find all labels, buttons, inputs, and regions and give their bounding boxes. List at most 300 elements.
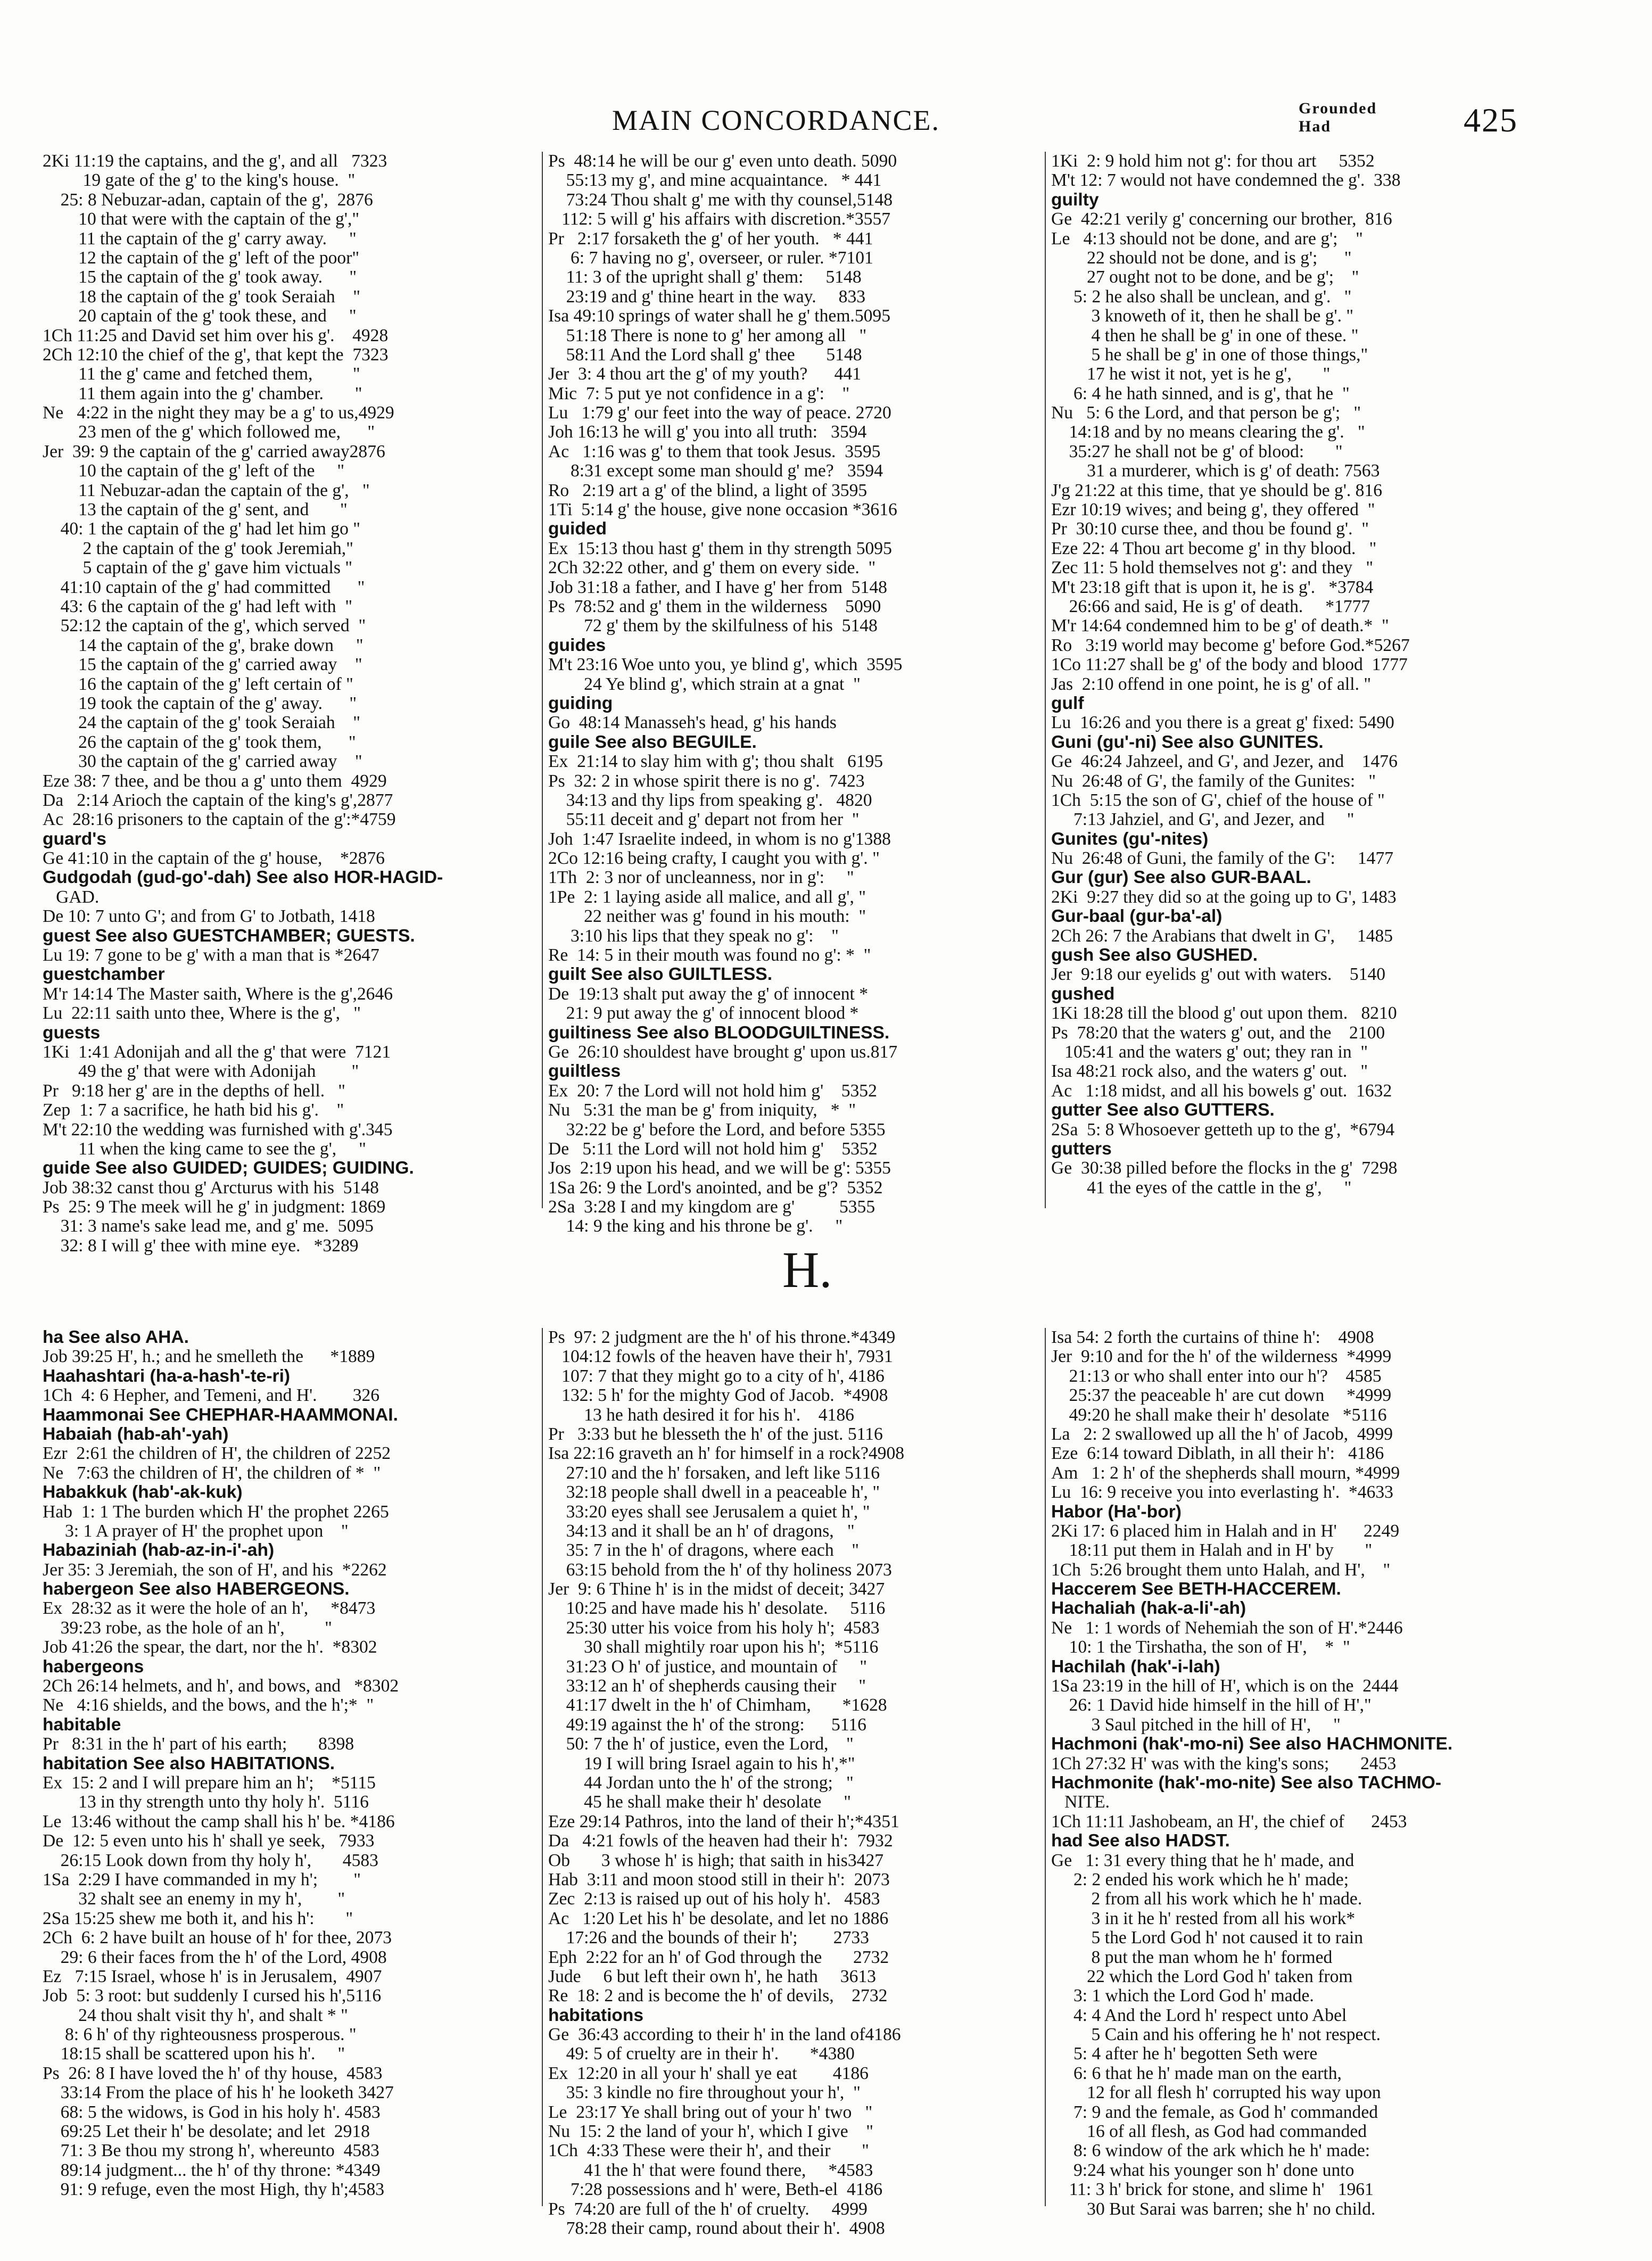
entry-headword: habergeon See also HABERGEONS.: [43, 1580, 350, 1599]
reference-line: 45 he shall make their h' desolate ": [548, 1793, 851, 1812]
entry-headword: Habor (Ha'-bor): [1051, 1502, 1182, 1522]
entry-headword: gulf: [1051, 694, 1084, 713]
reference-line: Ge 41:10 in the captain of the g' house, *2876: [43, 849, 385, 869]
entry-headword: Gudgodah (gud-go'-dah) See also HOR-HAGID-: [43, 868, 443, 888]
reference-line: Job 38:32 canst thou g' Arcturus with his 5148: [43, 1178, 379, 1198]
reference-line: 104:12 fowls of the heaven have their h', 7931: [548, 1347, 893, 1367]
reference-line: 35: 7 in the h' of dragons, where each ": [548, 1541, 859, 1561]
reference-line: 19 gate of the g' to the king's house. ": [43, 171, 356, 191]
reference-line: 71: 3 Be thou my strong h', whereunto 4583: [43, 2141, 379, 2161]
reference-line: Ge 26:10 shouldest have brought g' upon us.817: [548, 1042, 898, 1062]
reference-line: Isa 22:16 graveth an h' for himself in a rock?4908: [548, 1444, 905, 1464]
reference-line: 63:15 behold from the h' of thy holiness 2073: [548, 1560, 892, 1580]
reference-line: Ob 3 whose h' is high; that saith in his3427: [548, 1851, 884, 1870]
reference-line: Ne 4:22 in the night they may be a g' to us,4929: [43, 403, 394, 423]
reference-line: M't 23:18 gift that is upon it, he is g'. *3784: [1051, 577, 1374, 597]
reference-line: 1Sa 26: 9 the Lord's anointed, and be g'? 5352: [548, 1178, 883, 1198]
reference-line: 15 the captain of the g' took away. ": [43, 268, 357, 287]
reference-line: 11 them again into the g' chamber. ": [43, 384, 362, 403]
reference-line: 8: 6 window of the ark which he h' made:: [1051, 2141, 1370, 2161]
reference-line: 20 captain of the g' took these, and ": [43, 307, 357, 326]
reference-line: 2Sa 3:28 I and my kingdom are g' 5355: [548, 1198, 875, 1217]
reference-line: 25:37 the peaceable h' are cut down *4999: [1051, 1386, 1392, 1406]
reference-line: Le 4:13 should not be done, and are g'; ": [1051, 229, 1363, 249]
reference-line: Pr 8:31 in the h' part of his earth; 8398: [43, 1735, 354, 1754]
reference-line: Jer 3: 4 thou art the g' of my youth? 441: [548, 365, 861, 384]
reference-line: 11 when the king came to see the g', ": [43, 1139, 366, 1159]
reference-line: 41 the h' that were found there, *4583: [548, 2160, 873, 2180]
reference-line: De 10: 7 unto G'; and from G' to Jotbath, 1418: [43, 907, 375, 927]
reference-line: Ac 1:16 was g' to them that took Jesus. 3595: [548, 442, 881, 461]
reference-line: Go 48:14 Manasseh's head, g' his hands: [548, 713, 837, 733]
reference-line: Ps 25: 9 The meek will he g' in judgment: 1869: [43, 1198, 386, 1217]
entry-headword: guile See also BEGUILE.: [548, 732, 757, 752]
reference-line: Ge 1: 31 every thing that he h' made, and: [1051, 1851, 1354, 1870]
reference-line: 21:13 or who shall enter into our h'? 4585: [1051, 1366, 1382, 1386]
reference-line: 11: 3 h' brick for stone, and slime h' 1961: [1051, 2180, 1374, 2200]
reference-line: 41:17 dwelt in the h' of Chimham, *1628: [548, 1696, 887, 1715]
page-number: 425: [1464, 101, 1518, 139]
reference-line: 1Co 11:27 shall be g' of the body and blood 1777: [1051, 655, 1408, 675]
reference-line: 13 in thy strength unto thy holy h'. 5116: [43, 1793, 369, 1812]
reference-line: 11: 3 of the upright shall g' them: 5148: [548, 268, 862, 287]
top-column-1: [43, 152, 554, 1256]
entry-headword: guides: [548, 636, 606, 655]
reference-line: 1Sa 23:19 in the hill of H', which is on the 2444: [1051, 1677, 1399, 1696]
reference-line: 52:12 the captain of the g', which served ": [43, 616, 366, 636]
reference-line: 89:14 judgment... the h' of thy throne: *4349: [43, 2160, 381, 2180]
reference-line: Da 2:14 Arioch the captain of the king's g',2877: [43, 790, 393, 810]
reference-line: 7:13 Jahziel, and G', and Jezer, and ": [1051, 810, 1354, 830]
reference-line: 1Ch 5:26 brought them unto Halah, and H', ": [1051, 1560, 1391, 1580]
entry-headword: Hachmoni (hak'-mo-ni) See also HACHMONITE.: [1051, 1735, 1453, 1754]
reference-line: Jer 9:10 and for the h' of the wilderness *4999: [1051, 1347, 1392, 1367]
entry-headword: guiltiness See also BLOODGUILTINESS.: [548, 1023, 890, 1043]
guide-word-bottom: Had: [1299, 118, 1332, 135]
entry-headword: guilty: [1051, 190, 1099, 210]
entry-headword: ha See also AHA.: [43, 1328, 189, 1347]
reference-line: GAD.: [43, 887, 100, 907]
reference-line: 1Ti 5:14 g' the house, give none occasion *3616: [548, 500, 897, 520]
reference-line: Eze 6:14 toward Diblath, in all their h': 4186: [1051, 1444, 1384, 1464]
reference-line: 11 the captain of the g' carry away. ": [43, 229, 357, 249]
reference-line: Jos 2:19 upon his head, and we will be g': 5355: [548, 1159, 891, 1178]
reference-line: 33:20 eyes shall see Jerusalem a quiet h', ": [548, 1502, 870, 1522]
reference-line: Ex 21:14 to slay him with g'; thou shalt 6195: [548, 752, 883, 772]
reference-line: 1Ki 1:41 Adonijah and all the g' that were 7121: [43, 1042, 391, 1062]
reference-line: Joh 16:13 he will g' you into all truth: 3594: [548, 423, 867, 442]
reference-line: De 5:11 the Lord will not hold him g' 5352: [548, 1139, 878, 1159]
reference-line: 5 he shall be g' in one of those things,": [1051, 345, 1368, 365]
entry-headword: Habakkuk (hab'-ak-kuk): [43, 1483, 243, 1503]
reference-line: Jude 6 but left their own h', he hath 3613: [548, 1967, 876, 1986]
reference-line: 2Sa 5: 8 Whosoever getteth up to the g', *6794: [1051, 1120, 1395, 1140]
reference-line: 26:15 Look down from thy holy h', 4583: [43, 1851, 378, 1870]
reference-line: 72 g' them by the skilfulness of his 5148: [548, 616, 878, 636]
reference-line: 5 Cain and his offering he h' not respect.: [1051, 2025, 1381, 2045]
reference-line: Ex 15:13 thou hast g' them in thy strength 5095: [548, 539, 892, 558]
reference-line: Zec 11: 5 hold themselves not g': and they ": [1051, 558, 1374, 578]
entry-headword: Haahashtari (ha-a-hash'-te-ri): [43, 1366, 291, 1386]
reference-line: Ex 20: 7 the Lord will not hold him g' 5352: [548, 1081, 877, 1101]
column-divider: [542, 1328, 543, 2206]
top-column-2: [548, 152, 1059, 1236]
column-divider: [542, 152, 543, 1208]
reference-line: Ex 15: 2 and I will prepare him an h'; *5115: [43, 1773, 376, 1793]
guide-word-top: Grounded: [1299, 100, 1377, 117]
reference-line: 12 for all flesh h' corrupted his way upon: [1051, 2083, 1381, 2103]
reference-line: Eph 2:22 for an h' of God through the 2732: [548, 1948, 889, 1967]
reference-line: 6: 6 that he h' made man on the earth,: [1051, 2064, 1342, 2083]
reference-line: 105:41 and the waters g' out; they ran in ": [1051, 1042, 1368, 1062]
reference-line: 4 then he shall be g' in one of these. ": [1051, 326, 1359, 345]
reference-line: De 12: 5 even unto his h' shall ye seek, 7933: [43, 1831, 375, 1851]
reference-line: M't 22:10 the wedding was furnished with g'.345: [43, 1120, 393, 1140]
reference-line: 32: 8 I will g' thee with mine eye. *3289: [43, 1236, 359, 1256]
reference-line: Joh 1:47 Israelite indeed, in whom is no g'1388: [548, 829, 891, 849]
reference-line: 1Ch 4: 6 Hepher, and Temeni, and H'. 326: [43, 1386, 380, 1406]
reference-line: Ps 26: 8 I have loved the h' of thy house, 4583: [43, 2064, 383, 2083]
reference-line: 25: 8 Nebuzar-adan, captain of the g', 2876: [43, 190, 373, 210]
reference-line: 10 the captain of the g' left of the ": [43, 461, 345, 481]
reference-line: Eze 22: 4 Thou art become g' in thy blood. ": [1051, 539, 1377, 558]
reference-line: 32:18 people shall dwell in a peaceable h', ": [548, 1483, 880, 1503]
reference-line: Jer 39: 9 the captain of the g' carried away2876: [43, 442, 385, 461]
reference-line: De 19:13 shalt put away the g' of innocent *: [548, 984, 868, 1004]
entry-headword: Haccerem See BETH-HACCEREM.: [1051, 1580, 1341, 1599]
reference-line: Isa 54: 2 forth the curtains of thine h': 4908: [1051, 1328, 1374, 1347]
reference-line: 31: 3 name's sake lead me, and g' me. 5095: [43, 1217, 374, 1236]
reference-line: Ps 78:20 that the waters g' out, and the 2100: [1051, 1023, 1385, 1043]
reference-line: 32 shalt see an enemy in my h', ": [43, 1889, 345, 1909]
column-divider: [1045, 1328, 1046, 2206]
reference-line: Da 4:21 fowls of the heaven had their h': 7932: [548, 1831, 893, 1851]
reference-line: 55:13 my g', and mine acquaintance. * 441: [548, 171, 882, 191]
reference-line: 58:11 And the Lord shall g' thee 5148: [548, 345, 862, 365]
reference-line: Ezr 2:61 the children of H', the children of 2252: [43, 1444, 391, 1464]
reference-line: 41 the eyes of the cattle in the g', ": [1051, 1178, 1352, 1198]
reference-line: 1Ch 11:25 and David set him over his g'. 4928: [43, 326, 389, 345]
entry-headword: guiltless: [548, 1062, 621, 1082]
reference-line: Ezr 10:19 wives; and being g', they offered ": [1051, 500, 1375, 520]
reference-line: Ge 30:38 pilled before the flocks in the g' 7298: [1051, 1159, 1398, 1178]
reference-line: Job 31:18 a father, and I have g' her from 5148: [548, 577, 887, 597]
reference-line: 5 captain of the g' gave him victuals ": [43, 558, 353, 578]
entry-headword: guiding: [548, 694, 613, 713]
reference-line: 21: 9 put away the g' of innocent blood *: [548, 1004, 859, 1024]
entry-headword: habitations: [548, 2006, 644, 2025]
reference-line: 3: 1 which the Lord God h' made.: [1051, 1986, 1314, 2006]
reference-line: 26 the captain of the g' took them, ": [43, 732, 356, 752]
reference-line: 27:10 and the h' forsaken, and left like 5116: [548, 1463, 880, 1483]
reference-line: Job 39:25 H', h.; and he smelleth the *1889: [43, 1347, 375, 1367]
entry-headword: Gur-baal (gur-ba'-al): [1051, 907, 1223, 927]
reference-line: Ps 97: 2 judgment are the h' of his throne.*4349: [548, 1328, 896, 1347]
reference-line: 1Ch 4:33 These were their h', and their ": [548, 2141, 869, 2161]
reference-line: 30 shall mightily roar upon his h'; *5116: [548, 1638, 879, 1657]
reference-line: 10:25 and have made his h' desolate. 5116: [548, 1599, 886, 1619]
entry-headword: habergeons: [43, 1657, 144, 1677]
reference-line: NITE.: [1051, 1793, 1110, 1812]
reference-line: Ne 7:63 the children of H', the children of * ": [43, 1463, 381, 1483]
reference-line: 30 the captain of the g' carried away ": [43, 752, 362, 772]
reference-line: 1Ch 27:32 H' was with the king's sons; 2453: [1051, 1754, 1397, 1773]
reference-line: 18:11 put them in Halah and in H' by ": [1051, 1541, 1373, 1561]
reference-line: 91: 9 refuge, even the most High, thy h';4583: [43, 2180, 385, 2200]
reference-line: 24 Ye blind g', which strain at a gnat ": [548, 674, 861, 694]
reference-line: 107: 7 that they might go to a city of h', 4186: [548, 1366, 885, 1386]
entry-headword: guide See also GUIDED; GUIDES; GUIDING.: [43, 1159, 414, 1178]
reference-line: Re 14: 5 in their mouth was found no g': * ": [548, 946, 871, 966]
reference-line: 35:27 he shall not be g' of blood: ": [1051, 442, 1343, 461]
reference-line: Jer 35: 3 Jeremiah, the son of H', and his *2262: [43, 1560, 387, 1580]
entry-headword: guest See also GUESTCHAMBER; GUESTS.: [43, 926, 415, 946]
reference-line: M't 23:16 Woe unto you, ye blind g', which 3595: [548, 655, 903, 675]
reference-line: 4: 4 And the Lord h' respect unto Abel: [1051, 2006, 1347, 2025]
reference-line: Job 41:26 the spear, the dart, nor the h'. *8302: [43, 1638, 377, 1657]
reference-line: La 2: 2 swallowed up all the h' of Jacob, 4999: [1051, 1424, 1393, 1444]
reference-line: 13 the captain of the g' sent, and ": [43, 500, 348, 520]
entry-headword: Guni (gu'-ni) See also GUNITES.: [1051, 732, 1324, 752]
reference-line: 11 Nebuzar-adan the captain of the g', ": [43, 481, 370, 500]
reference-line: 1Ch 5:15 the son of G', chief of the house of ": [1051, 790, 1385, 810]
reference-line: Nu 5:31 the man be g' from iniquity, * ": [548, 1101, 856, 1120]
reference-line: 132: 5 h' for the mighty God of Jacob. *4908: [548, 1386, 888, 1406]
reference-line: 14:18 and by no means clearing the g'. ": [1051, 423, 1365, 442]
reference-line: Jas 2:10 offend in one point, he is g' of all. ": [1051, 674, 1372, 694]
reference-line: 2Ch 12:10 the chief of the g', that kept the 7323: [43, 345, 389, 365]
reference-line: M'r 14:14 The Master saith, Where is the g',2646: [43, 984, 393, 1004]
top-column-3: [1051, 152, 1562, 1198]
running-head: [612, 100, 1518, 141]
reference-line: 22 neither was g' found in his mouth: ": [548, 907, 866, 927]
reference-line: Hab 3:11 and moon stood still in their h': 2073: [548, 1870, 890, 1889]
reference-line: Ro 2:19 art a g' of the blind, a light of 3595: [548, 481, 868, 500]
reference-line: 2Ch 6: 2 have built an house of h' for thee, 2073: [43, 1928, 392, 1948]
reference-line: Ps 32: 2 in whose spirit there is no g'. 7423: [548, 771, 865, 791]
reference-line: 2Ki 11:19 the captains, and the g', and all 7323: [43, 152, 387, 171]
reference-line: 1Ki 18:28 till the blood g' out upon them. 8210: [1051, 1004, 1397, 1024]
reference-line: Ac 1:18 midst, and all his bowels g' out. 1632: [1051, 1081, 1392, 1101]
entry-headword: Hachilah (hak'-i-lah): [1051, 1657, 1220, 1677]
reference-line: J'g 21:22 at this time, that ye should be g'. 816: [1051, 481, 1383, 500]
reference-line: Lu 16: 9 receive you into everlasting h'. *4633: [1051, 1483, 1393, 1503]
reference-line: Ge 46:24 Jahzeel, and G', and Jezer, and 1476: [1051, 752, 1398, 772]
reference-line: 112: 5 will g' his affairs with discretion.*3557: [548, 210, 891, 229]
entry-headword: habitable: [43, 1715, 121, 1735]
entry-headword: guestchamber: [43, 965, 165, 985]
entry-headword: guided: [548, 519, 607, 539]
reference-line: 25:30 utter his voice from his holy h'; 4583: [548, 1618, 880, 1638]
reference-line: 41:10 captain of the g' had committed ": [43, 577, 365, 597]
reference-line: 2: 2 ended his work which he h' made;: [1051, 1870, 1349, 1889]
entry-headword: Gur (gur) See also GUR-BAAL.: [1051, 868, 1311, 888]
reference-line: 34:13 and thy lips from speaking g'. 4820: [548, 790, 872, 810]
reference-line: 1Sa 2:29 I have commanded in my h'; ": [43, 1870, 361, 1889]
reference-line: 16 of all flesh, as God had commanded: [1051, 2122, 1367, 2142]
reference-line: 2Ch 26:14 helmets, and h', and bows, and *8302: [43, 1677, 399, 1696]
reference-line: 27 ought not to be done, and be g'; ": [1051, 268, 1359, 287]
entry-headword: Hachaliah (hak-a-li'-ah): [1051, 1599, 1246, 1619]
reference-line: 50: 7 the h' of justice, even the Lord, ": [548, 1735, 854, 1754]
reference-line: Nu 5: 6 the Lord, and that person be g'; ": [1051, 403, 1361, 423]
reference-line: 6: 7 having no g', overseer, or ruler. *7101: [548, 248, 873, 268]
bottom-column-2: [548, 1328, 1059, 2238]
reference-line: 3 in it he h' rested from all his work*: [1051, 1909, 1356, 1928]
reference-line: Mic 7: 5 put ye not confidence in a g': ": [548, 384, 850, 403]
reference-line: 1Pe 2: 1 laying aside all malice, and all g', ": [548, 887, 866, 907]
reference-line: 23 men of the g' which followed me, ": [43, 423, 375, 442]
reference-line: Nu 26:48 of G', the family of the Gunites: ": [1051, 771, 1376, 791]
reference-line: Job 5: 3 root: but suddenly I cursed his h',5116: [43, 1986, 382, 2006]
reference-line: 78:28 their camp, round about their h'. 4908: [548, 2218, 885, 2238]
reference-line: Isa 48:21 rock also, and the waters g' out. ": [1051, 1062, 1368, 1082]
reference-line: 8 put the man whom he h' formed: [1051, 1948, 1333, 1967]
reference-line: 3: 1 A prayer of H' the prophet upon ": [43, 1521, 349, 1541]
reference-line: 7:28 possessions and h' were, Beth-el 4186: [548, 2180, 883, 2200]
reference-line: 49:20 he shall make their h' desolate *5116: [1051, 1405, 1387, 1425]
reference-line: Pr 3:33 but he blesseth the h' of the just. 5116: [548, 1424, 883, 1444]
reference-line: Ex 28:32 as it were the hole of an h', *8473: [43, 1599, 376, 1619]
reference-line: Ne 4:16 shields, and the bows, and the h';* ": [43, 1696, 374, 1715]
reference-line: 35: 3 kindle no fire throughout your h', ": [548, 2083, 861, 2103]
running-title: MAIN CONCORDANCE.: [612, 104, 940, 136]
reference-line: 12 the captain of the g' left of the poor": [43, 248, 360, 268]
reference-line: Ps 78:52 and g' them in the wilderness 5090: [548, 597, 881, 616]
reference-line: 24 the captain of the g' took Seraiah ": [43, 713, 360, 733]
reference-line: Lu 16:26 and you there is a great g' fixed: 5490: [1051, 713, 1394, 733]
reference-line: 2Ch 32:22 other, and g' them on every side. ": [548, 558, 876, 578]
column-divider: [1045, 152, 1046, 1208]
reference-line: 51:18 There is none to g' her among all ": [548, 326, 867, 345]
reference-line: 5: 2 he also shall be unclean, and g'. ": [1051, 287, 1352, 307]
reference-line: Ez 7:15 Israel, whose h' is in Jerusalem, 4907: [43, 1967, 382, 1986]
reference-line: Ex 12:20 in all your h' shall ye eat 4186: [548, 2064, 869, 2083]
reference-line: 7: 9 and the female, as God h' commanded: [1051, 2102, 1378, 2122]
entry-headword: had See also HADST.: [1051, 1831, 1230, 1851]
reference-line: Pr 9:18 her g' are in the depths of hell. ": [43, 1081, 346, 1101]
entry-headword: guard's: [43, 829, 106, 849]
reference-line: 26: 1 David hide himself in the hill of H',": [1051, 1696, 1372, 1715]
reference-line: 40: 1 the captain of the g' had let him go ": [43, 519, 360, 539]
entry-headword: Haammonai See CHEPHAR-HAAMMONAI.: [43, 1405, 398, 1425]
reference-line: 3 Saul pitched in the hill of H', ": [1051, 1715, 1341, 1735]
reference-line: Am 1: 2 h' of the shepherds shall mourn, *4999: [1051, 1463, 1400, 1483]
reference-line: 2Co 12:16 being crafty, I caught you with g'. ": [548, 849, 880, 869]
reference-line: Ps 48:14 he will be our g' even unto death. 5090: [548, 152, 897, 171]
reference-line: 29: 6 their faces from the h' of the Lord, 4908: [43, 1948, 387, 1967]
reference-line: 13 he hath desired it for his h'. 4186: [548, 1405, 854, 1425]
reference-line: Pr 30:10 curse thee, and thou be found g'. ": [1051, 519, 1369, 539]
reference-line: 68: 5 the widows, is God in his holy h'. 4583: [43, 2102, 381, 2122]
guide-words: [1299, 100, 1377, 136]
entry-headword: Gunites (gu'-nites): [1051, 829, 1209, 849]
reference-line: 34:13 and it shall be an h' of dragons, ": [548, 1521, 855, 1541]
reference-line: 19 took the captain of the g' away. ": [43, 694, 357, 713]
reference-line: Ac 28:16 prisoners to the captain of the g':*4759: [43, 810, 396, 830]
reference-line: 26:66 and said, He is g' of death. *1777: [1051, 597, 1370, 616]
entry-headword: Habaziniah (hab-az-in-i'-ah): [43, 1541, 275, 1561]
reference-line: Nu 15: 2 the land of your h', which I give ": [548, 2122, 873, 2142]
reference-line: Zep 1: 7 a sacrifice, he hath bid his g'. ": [43, 1101, 344, 1120]
reference-line: 9:24 what his younger son h' done unto: [1051, 2160, 1354, 2180]
reference-line: 8:31 except some man should g' me? 3594: [548, 461, 883, 481]
reference-line: 2Ki 17: 6 placed him in Halah and in H' 2249: [1051, 1521, 1400, 1541]
entry-headword: Habaiah (hab-ah'-yah): [43, 1424, 229, 1444]
reference-line: Nu 26:48 of Guni, the family of the G': 1477: [1051, 849, 1394, 869]
reference-line: 44 Jordan unto the h' of the strong; ": [548, 1773, 854, 1793]
reference-line: 5: 4 after he h' begotten Seth were: [1051, 2044, 1318, 2064]
reference-line: 1Ki 2: 9 hold him not g': for thou art 5352: [1051, 152, 1375, 171]
reference-line: 2 the captain of the g' took Jeremiah,": [43, 539, 353, 558]
entry-headword: guests: [43, 1023, 101, 1043]
reference-line: Lu 19: 7 gone to be g' with a man that is *2647: [43, 946, 379, 966]
reference-line: 1Ch 11:11 Jashobeam, an H', the chief of 2453: [1051, 1812, 1407, 1831]
reference-line: 2Sa 15:25 shew me both it, and his h': ": [43, 1909, 353, 1928]
reference-line: 17 he wist it not, yet is he g', ": [1051, 365, 1331, 384]
reference-line: Eze 29:14 Pathros, into the land of their h';*4351: [548, 1812, 899, 1831]
reference-line: 32:22 be g' before the Lord, and before 5355: [548, 1120, 886, 1140]
reference-line: 30 But Sarai was barren; she h' no child.: [1051, 2199, 1376, 2219]
reference-line: Le 13:46 without the camp shall his h' be. *4186: [43, 1812, 395, 1831]
reference-line: 14 the captain of the g', brake down ": [43, 636, 364, 655]
reference-line: Ge 36:43 according to their h' in the land of4186: [548, 2025, 901, 2045]
entry-headword: gush See also GUSHED.: [1051, 946, 1258, 966]
reference-line: M't 12: 7 would not have condemned the g'. 338: [1051, 171, 1401, 191]
reference-line: 5 the Lord God h' not caused it to rain: [1051, 1928, 1364, 1948]
reference-line: 31 a murderer, which is g' of death: 7563: [1051, 461, 1380, 481]
reference-line: 18:15 shall be scattered upon his h'. ": [43, 2044, 345, 2064]
reference-line: 19 I will bring Israel again to his h',*": [548, 1754, 855, 1773]
bottom-column-3: [1051, 1328, 1562, 2219]
reference-line: 17:26 and the bounds of their h'; 2733: [548, 1928, 869, 1948]
reference-line: 22 should not be done, and is g'; ": [1051, 248, 1352, 268]
reference-line: 69:25 Let their h' be desolate; and let 2918: [43, 2122, 370, 2142]
reference-line: 22 which the Lord God h' taken from: [1051, 1967, 1353, 1986]
reference-line: 3:10 his lips that they speak no g': ": [548, 926, 839, 946]
reference-line: 2 from all his work which he h' made.: [1051, 1889, 1362, 1909]
reference-line: 1Th 2: 3 nor of uncleanness, nor in g': ": [548, 868, 854, 888]
reference-line: 49: 5 of cruelty are in their h'. *4380: [548, 2044, 855, 2064]
reference-line: Ge 42:21 verily g' concerning our brother, 816: [1051, 210, 1392, 229]
reference-line: Lu 1:79 g' our feet into the way of peace. 2720: [548, 403, 891, 423]
reference-line: Ac 1:20 Let his h' be desolate, and let no 1886: [548, 1909, 889, 1928]
entry-headword: gutter See also GUTTERS.: [1051, 1101, 1275, 1120]
reference-line: Jer 9: 6 Thine h' is in the midst of deceit; 3427: [548, 1580, 885, 1599]
reference-line: 49:19 against the h' of the strong: 5116: [548, 1715, 866, 1735]
reference-line: Ps 74:20 are full of the h' of cruelty. 4999: [548, 2199, 868, 2219]
reference-line: 43: 6 the captain of the g' had left with ": [43, 597, 353, 616]
reference-line: 73:24 Thou shalt g' me with thy counsel,5148: [548, 190, 893, 210]
reference-line: 11 the g' came and fetched them, ": [43, 365, 360, 384]
reference-line: 16 the captain of the g' left certain of ": [43, 674, 353, 694]
reference-line: 24 thou shalt visit thy h', and shalt * ": [43, 2006, 348, 2025]
reference-line: 49 the g' that were with Adonijah ": [43, 1062, 359, 1082]
bottom-column-1: [43, 1328, 554, 2200]
reference-line: Isa 49:10 springs of water shall he g' them.5095: [548, 307, 890, 326]
reference-line: 6: 4 he hath sinned, and is g', that he ": [1051, 384, 1350, 403]
reference-line: Zec 2:13 is raised up out of his holy h'. 4583: [548, 1889, 880, 1909]
reference-line: 14: 9 the king and his throne be g'. ": [548, 1217, 843, 1236]
reference-line: Hab 1: 1 The burden which H' the prophet 2265: [43, 1502, 389, 1522]
reference-line: 33:12 an h' of shepherds causing their ": [548, 1677, 866, 1696]
reference-line: Ro 3:19 world may become g' before God.*5267: [1051, 636, 1410, 655]
entry-headword: gushed: [1051, 984, 1115, 1004]
reference-line: 33:14 From the place of his h' he looketh 3427: [43, 2083, 394, 2103]
entry-headword: guilt See also GUILTLESS.: [548, 965, 773, 985]
reference-line: 2Ch 26: 7 the Arabians that dwelt in G', 1485: [1051, 926, 1393, 946]
reference-line: 31:23 O h' of justice, and mountain of ": [548, 1657, 867, 1677]
